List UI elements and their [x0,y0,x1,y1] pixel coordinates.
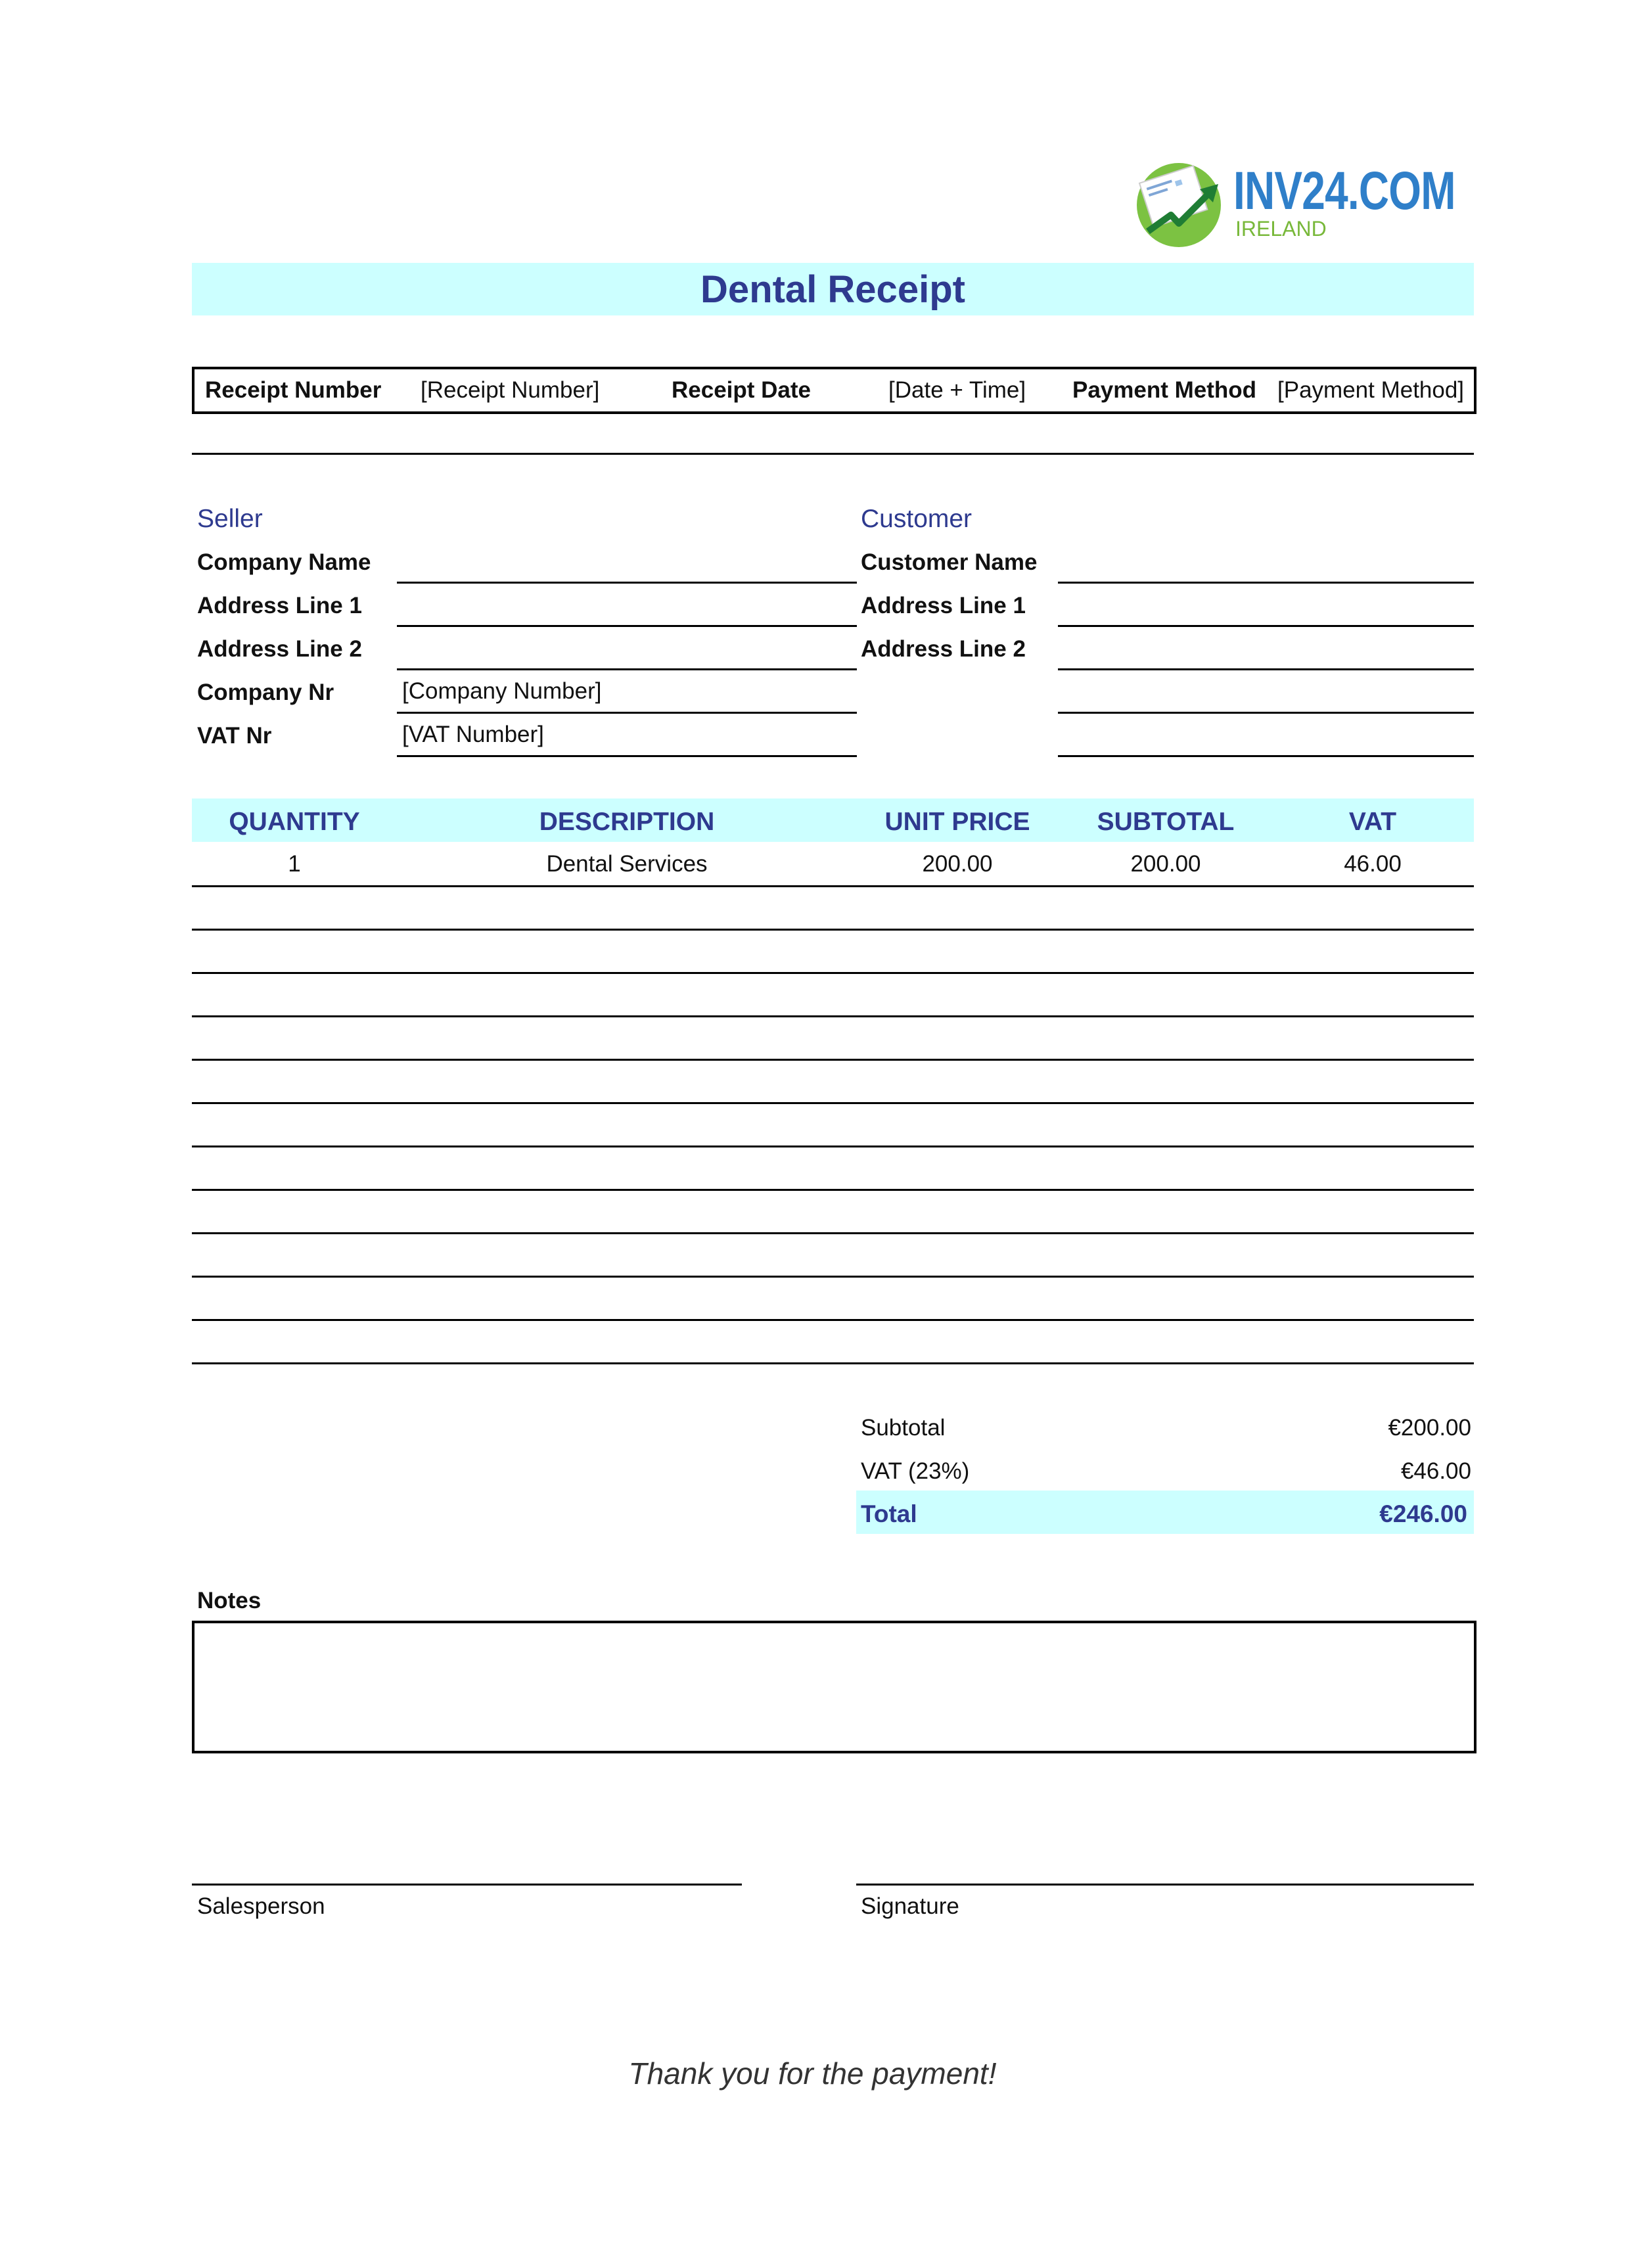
seller-heading: Seller [197,505,263,533]
row-1-vat: 46.00 [1344,851,1402,877]
customer-name-label: Customer Name [861,549,1038,575]
receipt-date-label: Receipt Date [672,377,812,403]
vat-value: €46.00 [1400,1458,1471,1484]
total-value: €246.00 [1379,1500,1467,1527]
seller-company-nr-label: Company Nr [197,680,334,705]
header-vat: VAT [1348,808,1397,836]
seller-address1-label: Address Line 1 [197,593,362,618]
document-title: Dental Receipt [700,267,965,311]
notes-box[interactable] [192,1621,1476,1753]
table-row [192,885,1474,887]
row-1-quantity: 1 [288,851,301,877]
signature-line[interactable] [856,1884,1474,1886]
table-row [192,1015,1474,1017]
table-row [192,972,1474,974]
payment-method-value: [Payment Method] [1277,377,1465,403]
row-1-description: Dental Services [546,851,708,877]
seller-vat-nr-label: VAT Nr [197,723,272,749]
salesperson-label: Salesperson [197,1893,325,1919]
customer-address1-label: Address Line 1 [861,593,1026,618]
header-unit-price: UNIT PRICE [884,808,1030,836]
customer-address2-field[interactable] [1058,668,1474,670]
seller-company-name-field[interactable] [397,582,857,584]
receipt-date-value: [Date + Time] [888,377,1026,403]
table-row [192,1276,1474,1278]
logo-name: INV24.COM [1233,161,1455,221]
seller-company-nr-value: [Company Number] [402,678,602,704]
table-row [192,1319,1474,1321]
customer-address2-label: Address Line 2 [861,636,1026,662]
table-row [192,1146,1474,1147]
receipt-meta-box [192,367,1476,414]
seller-address1-field[interactable] [397,625,857,627]
row-1-unit-price: 200.00 [922,851,993,877]
subtotal-value: €200.00 [1388,1415,1471,1441]
seller-vat-nr-value: [VAT Number] [402,722,544,747]
customer-name-field[interactable] [1058,582,1474,584]
items-table-header [192,798,1474,842]
table-row [192,1189,1474,1191]
total-label: Total [861,1500,917,1527]
vat-label: VAT (23%) [861,1458,970,1484]
signature-label: Signature [861,1893,959,1919]
seller-address2-label: Address Line 2 [197,636,362,662]
total-bar [856,1491,1474,1534]
receipt-number-value: [Receipt Number] [421,377,600,403]
notes-label: Notes [197,1588,262,1613]
customer-extra-field-2[interactable] [1058,755,1474,757]
table-row [192,1102,1474,1104]
customer-address1-field[interactable] [1058,625,1474,627]
subtotal-label: Subtotal [861,1415,946,1441]
header-quantity: QUANTITY [229,808,360,836]
seller-address2-field[interactable] [397,668,857,670]
receipt-number-label: Receipt Number [205,377,382,403]
seller-company-name-label: Company Name [197,549,371,575]
seller-vat-nr-field[interactable] [397,755,857,757]
row-1-subtotal: 200.00 [1130,851,1201,877]
customer-extra-field-1[interactable] [1058,712,1474,714]
logo-region: IRELAND [1235,217,1327,241]
payment-method-label: Payment Method [1072,377,1257,403]
title-bar [192,263,1474,315]
customer-heading: Customer [861,505,973,533]
header-description: DESCRIPTION [539,808,715,836]
thank-you-message: Thank you for the payment! [628,2056,997,2091]
seller-company-nr-field[interactable] [397,712,857,714]
salesperson-line[interactable] [192,1884,742,1886]
header-subtotal: SUBTOTAL [1097,808,1235,836]
chart-document-logo-icon [1132,152,1230,251]
table-row [192,1232,1474,1234]
table-row [192,1362,1474,1364]
table-row [192,1059,1474,1061]
divider [192,453,1474,455]
table-row [192,929,1474,931]
company-logo [1132,152,1455,251]
